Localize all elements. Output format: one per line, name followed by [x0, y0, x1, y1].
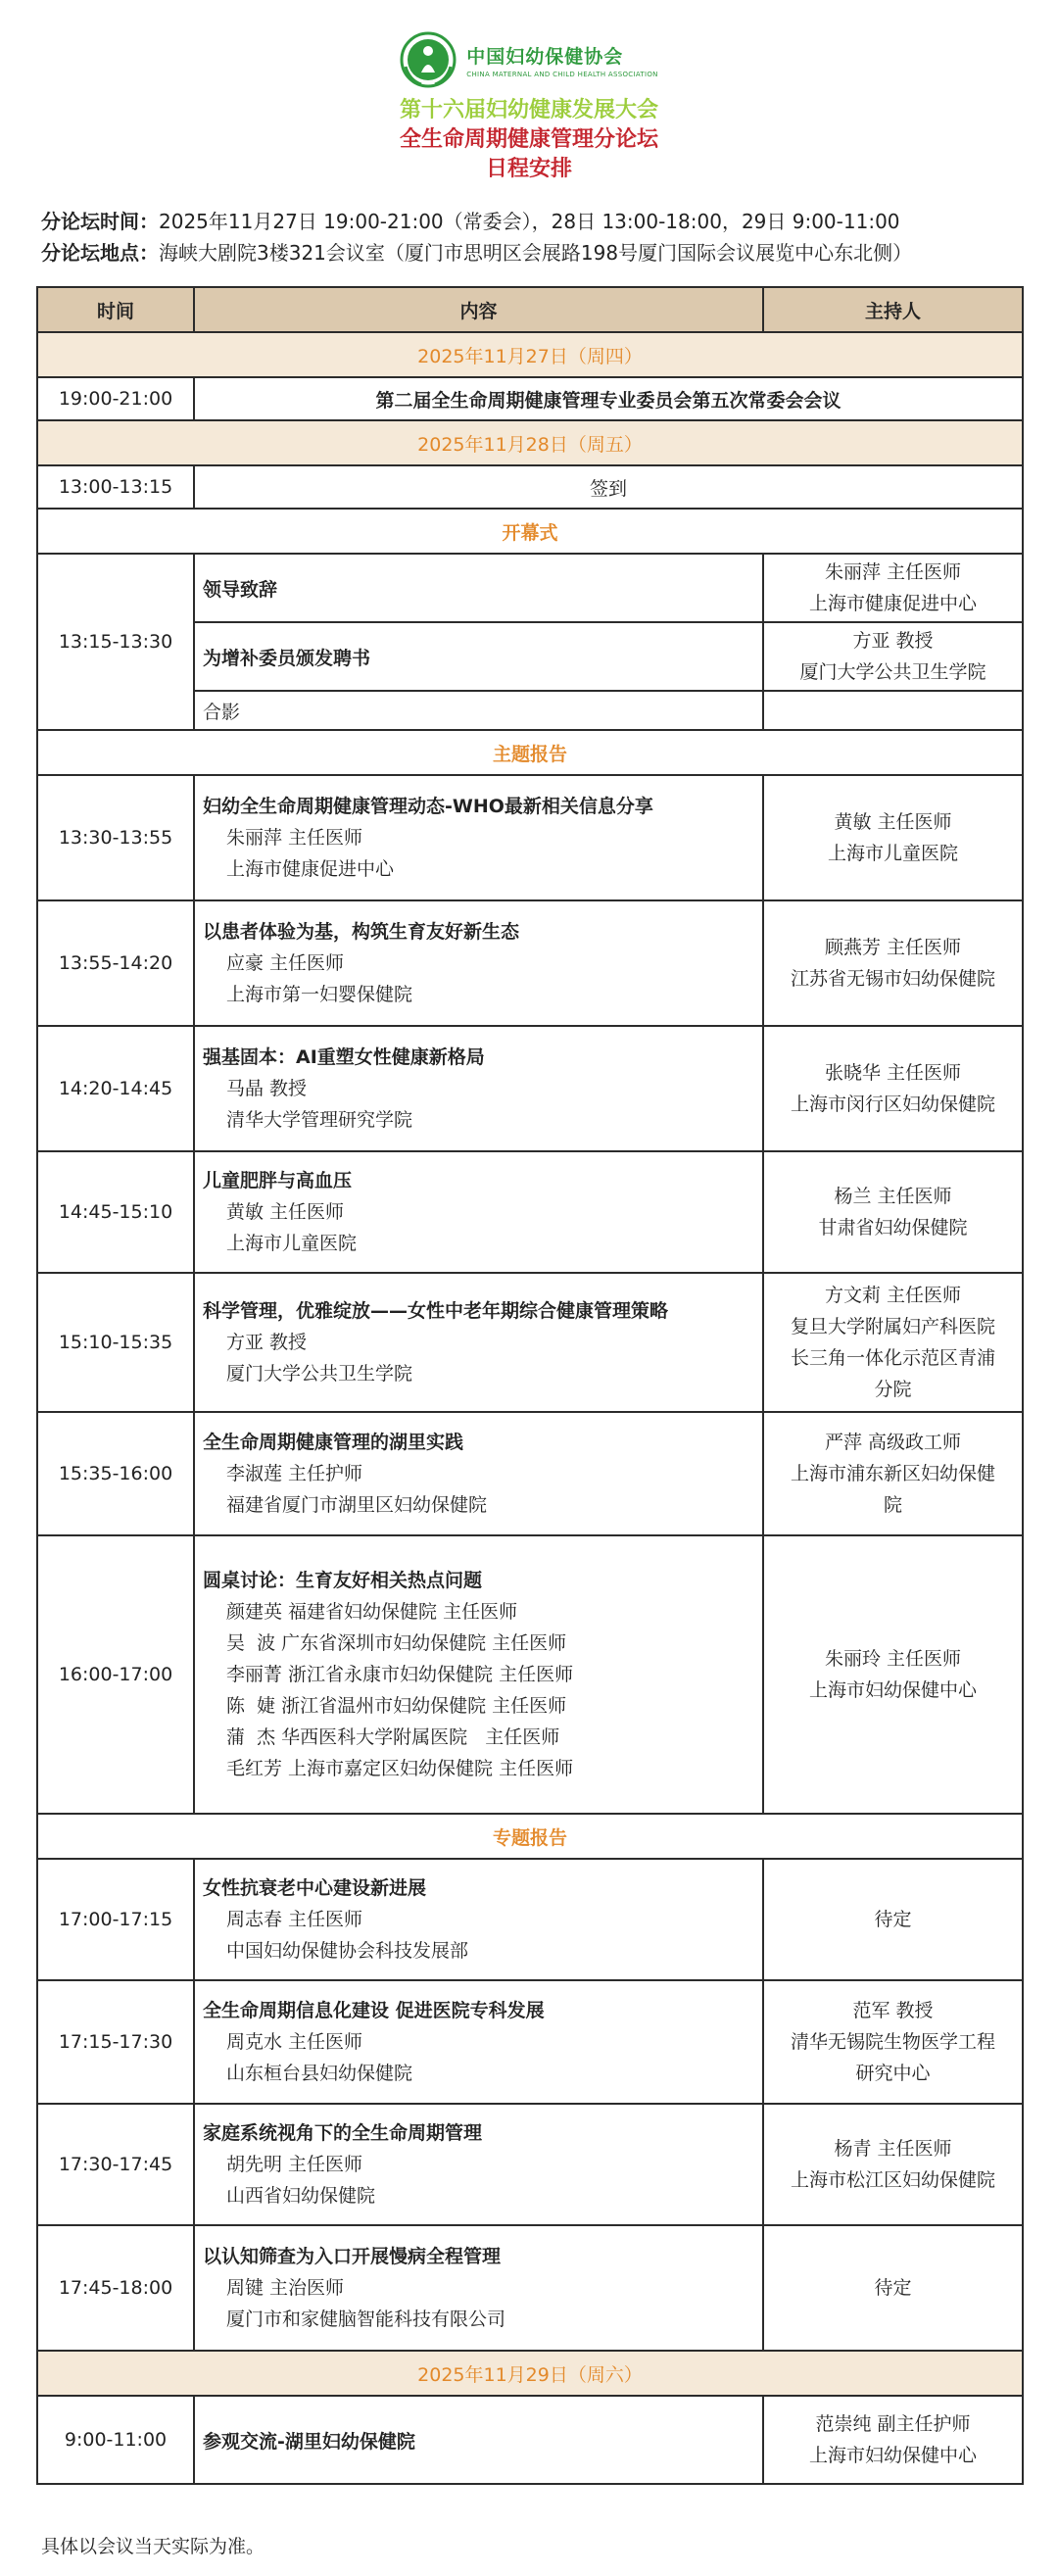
talk-title: 女性抗衰老中心建设新进展 — [203, 1877, 427, 1899]
table-row — [37, 1151, 1023, 1273]
forum-title: 全生命周期健康管理分论坛 — [399, 127, 658, 152]
content-cell — [194, 1535, 763, 1814]
speaker-line: 黄敏 主任医师 — [226, 1201, 345, 1223]
header — [0, 27, 1058, 184]
talk-title: 全生命周期健康管理的湖里实践 — [203, 1432, 464, 1453]
schedule-title: 日程安排 — [485, 157, 572, 181]
speaker-line: 厦门市和家健脑智能科技有限公司 — [226, 2309, 506, 2330]
speaker-line: 厦门大学公共卫生学院 — [226, 1363, 413, 1385]
host-cell — [763, 775, 1023, 900]
forum-time-label: 分论坛时间： — [41, 210, 159, 233]
panelist-line: 颜建英 福建省妇幼保健院 主任医师 — [226, 1601, 518, 1623]
section-row — [37, 1814, 1023, 1859]
host-cell — [763, 900, 1023, 1026]
panelist-line: 蒲 杰 华西医科大学附属医院 主任医师 — [226, 1726, 560, 1748]
content-cell: 领导致辞 — [194, 554, 763, 622]
talk-title: 强基固本：AI重塑女性健康新格局 — [203, 1046, 485, 1068]
speaker-line: 周键 主治医师 — [226, 2277, 345, 2299]
time-cell: 15:35-16:00 — [37, 1412, 194, 1535]
time-cell: 13:30-13:55 — [37, 775, 194, 900]
table-row — [37, 465, 1023, 509]
day-row — [37, 332, 1023, 377]
forum-time — [41, 206, 1031, 237]
speaker-line: 周志春 主任医师 — [226, 1909, 363, 1930]
host-line: 甘肃省妇幼保健院 — [818, 1217, 968, 1239]
table-row — [37, 2396, 1023, 2484]
host-line: 厦门大学公共卫生学院 — [799, 661, 986, 683]
host-cell — [763, 2396, 1023, 2484]
forum-info — [41, 206, 1031, 268]
section-label: 专题报告 — [37, 1814, 1023, 1859]
table-row — [37, 2225, 1023, 2351]
talk-title: 全生命周期信息化建设 促进医院专科发展 — [203, 2000, 545, 2021]
table-row — [37, 1273, 1023, 1412]
time-cell: 14:20-14:45 — [37, 1026, 194, 1151]
talk-title: 以患者体验为基，构筑生育友好新生态 — [203, 921, 520, 943]
speaker-line: 山东桓台县妇幼保健院 — [226, 2063, 413, 2084]
host-cell — [763, 1980, 1023, 2104]
speaker-line: 山西省妇幼保健院 — [226, 2185, 376, 2207]
speaker-line: 胡先明 主任医师 — [226, 2154, 363, 2175]
content-cell — [194, 2225, 763, 2351]
content-cell — [194, 1412, 763, 1535]
host-cell — [763, 1273, 1023, 1412]
forum-place-value: 海峡大剧院3楼321会议室（厦门市思明区会展路198号厦门国际会议展览中心东北侧） — [159, 241, 913, 265]
host-line: 研究中心 — [855, 2063, 931, 2084]
speaker-line: 清华大学管理研究学院 — [226, 1109, 413, 1131]
logo — [0, 27, 1058, 92]
host-cell — [763, 622, 1023, 691]
host-line: 上海市松江区妇幼保健院 — [790, 2169, 995, 2191]
content-cell: 签到 — [194, 465, 1023, 509]
time-cell: 17:00-17:15 — [37, 1859, 194, 1980]
speaker-line: 马晶 教授 — [226, 1078, 308, 1099]
table-row — [37, 775, 1023, 900]
host-line: 复旦大学附属妇产科医院 — [790, 1316, 995, 1337]
host-cell — [763, 2104, 1023, 2225]
host-line: 上海市妇幼保健中心 — [808, 1679, 977, 1701]
host-line: 张晓华 主任医师 — [824, 1062, 962, 1084]
host-cell — [763, 1412, 1023, 1535]
table-header-row — [37, 287, 1023, 332]
day-label: 2025年11月29日（周六） — [37, 2351, 1023, 2396]
host-line: 朱丽萍 主任医师 — [824, 561, 962, 583]
host-line: 江苏省无锡市妇幼保健院 — [790, 968, 995, 990]
host-line: 朱丽玲 主任医师 — [824, 1648, 962, 1670]
table-row — [37, 554, 1023, 622]
panelist-line: 吴 波 广东省深圳市妇幼保健院 主任医师 — [226, 1632, 567, 1654]
host-cell — [763, 691, 1023, 730]
time-cell: 13:15-13:30 — [37, 554, 194, 730]
col-header-host: 主持人 — [763, 287, 1023, 332]
table-row — [37, 1980, 1023, 2104]
host-line: 范崇纯 副主任护师 — [815, 2413, 971, 2435]
speaker-line: 上海市第一妇婴保健院 — [226, 984, 413, 1005]
day-label: 2025年11月28日（周五） — [37, 420, 1023, 465]
content-cell: 第二届全生命周期健康管理专业委员会第五次常委会会议 — [194, 377, 1023, 420]
content-cell — [194, 1273, 763, 1412]
conference-title: 第十六届妇幼健康发展大会 — [399, 98, 658, 122]
talk-title: 儿童肥胖与高血压 — [203, 1170, 353, 1191]
talk-title: 家庭系统视角下的全生命周期管理 — [203, 2122, 483, 2144]
host-line: 黄敏 主任医师 — [834, 811, 952, 833]
host-cell — [763, 1151, 1023, 1273]
content-cell — [194, 775, 763, 900]
talk-title: 圆桌讨论：生育友好相关热点问题 — [203, 1570, 483, 1591]
content-cell — [194, 2104, 763, 2225]
time-cell: 16:00-17:00 — [37, 1535, 194, 1814]
time-cell: 17:15-17:30 — [37, 1980, 194, 2104]
speaker-line: 方亚 教授 — [226, 1332, 308, 1353]
content-cell: 合影 — [194, 691, 763, 730]
time-cell: 13:55-14:20 — [37, 900, 194, 1026]
host-line: 顾燕芳 主任医师 — [824, 937, 962, 958]
day-row — [37, 2351, 1023, 2396]
table-row — [37, 2104, 1023, 2225]
time-cell: 15:10-15:35 — [37, 1273, 194, 1412]
speaker-line: 应豪 主任医师 — [226, 952, 345, 974]
logo-name-en: CHINA MATERNAL AND CHILD HEALTH ASSOCIATION — [466, 70, 658, 78]
panelist-line: 毛红芳 上海市嘉定区妇幼保健院 主任医师 — [226, 1758, 574, 1779]
col-header-time: 时间 — [37, 287, 194, 332]
host-line: 院 — [883, 1494, 902, 1516]
host-cell — [763, 1535, 1023, 1814]
content-cell — [194, 900, 763, 1026]
speaker-line: 上海市儿童医院 — [226, 1233, 358, 1254]
talk-title: 妇幼全生命周期健康管理动态-WHO最新相关信息分享 — [203, 796, 653, 817]
table-row — [37, 1026, 1023, 1151]
host-line: 方亚 教授 — [852, 630, 934, 652]
col-header-content: 内容 — [194, 287, 763, 332]
host-line: 上海市浦东新区妇幼保健 — [790, 1463, 995, 1484]
table-row — [37, 1535, 1023, 1814]
host-cell — [763, 554, 1023, 622]
content-cell — [194, 1859, 763, 1980]
time-cell: 14:45-15:10 — [37, 1151, 194, 1273]
footer-note: 具体以会议当天实际为准。 — [41, 2536, 265, 2557]
section-row — [37, 509, 1023, 554]
host-line: 上海市健康促进中心 — [808, 593, 977, 614]
host-line: 分院 — [874, 1379, 912, 1400]
section-row — [37, 730, 1023, 775]
table-row — [37, 1859, 1023, 1980]
time-cell: 17:30-17:45 — [37, 2104, 194, 2225]
host-cell — [763, 1026, 1023, 1151]
day-row — [37, 420, 1023, 465]
time-cell: 17:45-18:00 — [37, 2225, 194, 2351]
talk-title: 科学管理，优雅绽放——女性中老年期综合健康管理策略 — [203, 1300, 669, 1322]
host-line: 范军 教授 — [852, 2000, 934, 2021]
host-line: 上海市妇幼保健中心 — [808, 2445, 977, 2466]
table-row — [37, 900, 1023, 1026]
content-cell — [194, 1151, 763, 1273]
speaker-line: 福建省厦门市湖里区妇幼保健院 — [226, 1494, 488, 1516]
talk-title: 以认知筛查为入口开展慢病全程管理 — [203, 2246, 502, 2267]
content-cell — [194, 1026, 763, 1151]
host-cell: 待定 — [763, 2225, 1023, 2351]
host-line: 方文莉 主任医师 — [824, 1285, 962, 1306]
host-line: 长三角一体化示范区青浦 — [790, 1347, 995, 1369]
forum-time-value: 2025年11月27日 19:00-21:00（常委会），28日 13:00-18:00，29日 9:00-11:00 — [159, 210, 900, 233]
content-cell — [194, 1980, 763, 2104]
host-line: 杨青 主任医师 — [834, 2138, 952, 2160]
table-row — [37, 377, 1023, 420]
host-line: 杨兰 主任医师 — [834, 1186, 952, 1207]
content-cell: 为增补委员颁发聘书 — [194, 622, 763, 691]
speaker-line: 中国妇幼保健协会科技发展部 — [226, 1940, 469, 1962]
time-cell: 9:00-11:00 — [37, 2396, 194, 2484]
association-logo-icon — [400, 31, 457, 88]
time-cell: 13:00-13:15 — [37, 465, 194, 509]
schedule-table — [36, 286, 1024, 2485]
forum-place-label: 分论坛地点： — [41, 241, 159, 265]
speaker-line: 李淑莲 主任护师 — [226, 1463, 363, 1484]
forum-place — [41, 237, 1031, 268]
section-label: 开幕式 — [37, 509, 1023, 554]
speaker-line: 上海市健康促进中心 — [226, 858, 395, 880]
table-row — [37, 1412, 1023, 1535]
speaker-line: 朱丽萍 主任医师 — [226, 827, 363, 849]
host-cell: 待定 — [763, 1859, 1023, 1980]
content-cell: 参观交流-湖里妇幼保健院 — [194, 2396, 763, 2484]
host-line: 严萍 高级政工师 — [824, 1432, 962, 1453]
logo-name-cn: 中国妇幼保健协会 — [466, 45, 624, 68]
host-line: 清华无锡院生物医学工程 — [790, 2031, 995, 2053]
panelist-line: 陈 婕 浙江省温州市妇幼保健院 主任医师 — [226, 1695, 567, 1717]
host-line: 上海市儿童医院 — [827, 843, 958, 864]
time-cell: 19:00-21:00 — [37, 377, 194, 420]
day-label: 2025年11月27日（周四） — [37, 332, 1023, 377]
host-line: 上海市闵行区妇幼保健院 — [790, 1094, 995, 1115]
section-label: 主题报告 — [37, 730, 1023, 775]
speaker-line: 周克水 主任医师 — [226, 2031, 363, 2053]
panelist-line: 李丽菁 浙江省永康市妇幼保健院 主任医师 — [226, 1664, 574, 1685]
